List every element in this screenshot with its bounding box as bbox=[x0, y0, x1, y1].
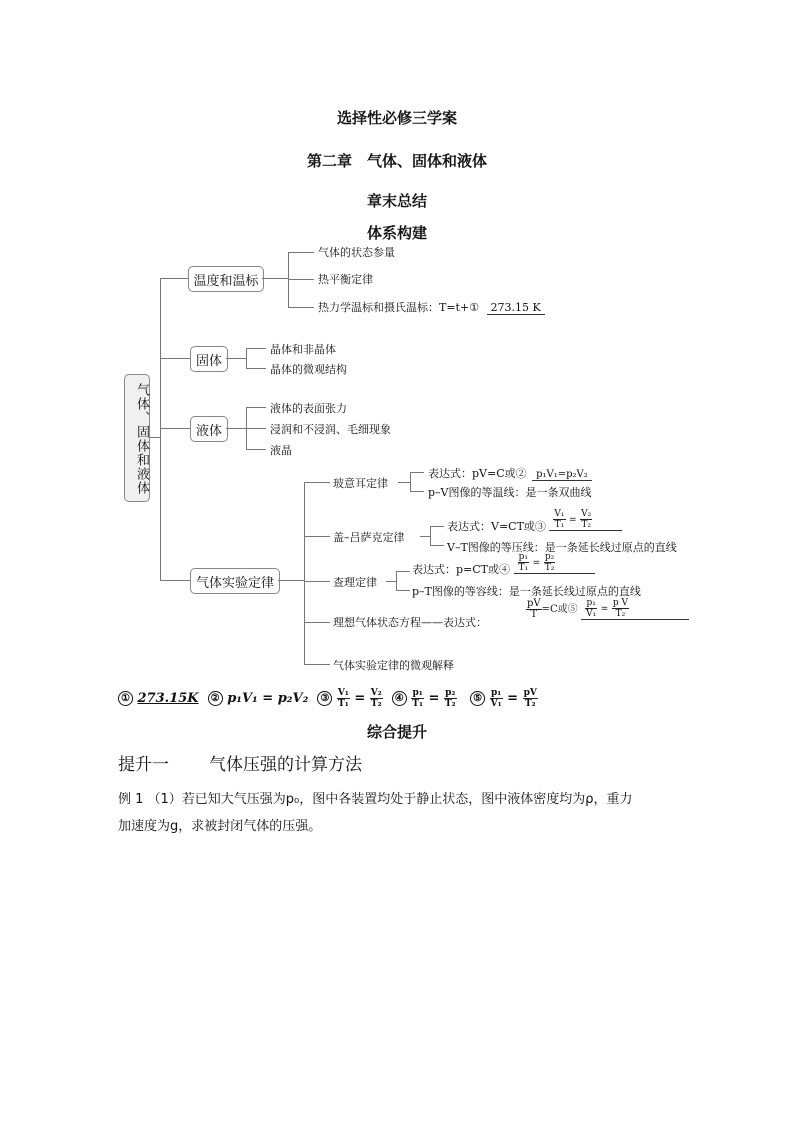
charles-expression: 表达式：p=CT或④ $\frac{\text{p₁}}{\text{T₁}}$ = $\frac{\text{p₂}}{\text{T₂}}$ bbox=[412, 552, 595, 574]
section-title: 章末总结 bbox=[366, 192, 427, 210]
answers-row: ① 273.15K ② p₁V₁ = p₂V₂ ③ $\frac{\text{V₁}}{\text{T₁}}$ = $\frac{\text{V₂}}{\text{T₂}}$ ④ $\frac{\text{p₁}}{\text{T₁}}$ = $\frac{\text{p₂}}{\text{T₂}}$ ⑤ $\frac{\text{p₁}}{\text{V₁}}$ = $\frac{pV}{\text{T₂}}$ bbox=[118, 688, 538, 709]
book-title: 选择性必修三学案 bbox=[336, 109, 457, 127]
answer-blank-3: $\frac{\text{V₁}}{\text{T₁}}$ = $\frac{\text{V₂}}{\text{T₂}}$ bbox=[549, 509, 622, 531]
answer-blank-1: 273.15 K bbox=[487, 301, 545, 315]
leaf-surface-tension: 液体的表面张力 bbox=[270, 402, 347, 415]
node-gas-laws: 气体实验定律 bbox=[190, 568, 280, 594]
leaf-liquid-crystal: 液晶 bbox=[270, 444, 292, 457]
answer-blank-5: $\frac{\text{p₁}}{\text{V₁}}$ = $\frac{\text{p V}}{\text{T₂}}$ bbox=[581, 598, 689, 620]
boyle-graph: p–V图像的等温线：是一条双曲线 bbox=[428, 486, 592, 499]
law-boyle: 玻意耳定律 bbox=[333, 477, 388, 490]
answer-1: 273.15K bbox=[137, 691, 199, 706]
answer-4: $\frac{\text{p₁}}{\text{T₁}}$ = $\frac{\text{p₂}}{\text{T₂}}$ bbox=[412, 688, 456, 709]
leaf-crystal: 晶体和非晶体 bbox=[270, 343, 336, 356]
topic-heading: 提升一 气体压强的计算方法 bbox=[118, 755, 362, 775]
answer-blank-2: p₁V₁=p₂V₂ bbox=[532, 469, 592, 481]
leaf-thermal-equilibrium: 热平衡定律 bbox=[318, 273, 373, 286]
node-liquid: 液体 bbox=[190, 416, 228, 442]
answer-3: $\frac{\text{V₁}}{\text{T₁}}$ = $\frac{\text{V₂}}{\text{T₂}}$ bbox=[337, 688, 382, 709]
example-line-1: 例 1 （1）若已知大气压强为p₀，图中各装置均处于静止状态，图中液体密度均为ρ，重力 bbox=[118, 792, 633, 807]
chapter-title: 第二章 气体、固体和液体 bbox=[306, 152, 487, 170]
charles-graph: p–T图像的等容线：是一条延长线过原点的直线 bbox=[412, 585, 641, 598]
gay-lussac-expression: 表达式：V=CT或③ $\frac{\text{V₁}}{\text{T₁}}$ = $\frac{\text{V₂}}{\text{T₂}}$ bbox=[447, 509, 622, 531]
node-solid: 固体 bbox=[190, 346, 228, 372]
node-temperature: 温度和温标 bbox=[188, 266, 264, 292]
leaf-temperature-scale: 热力学温标和摄氏温标：T=t+① 273.15 K bbox=[318, 299, 545, 315]
root-node: 气体、固体和液体 bbox=[124, 374, 150, 502]
boyle-expression: 表达式：pV=C或② p₁V₁=p₂V₂ bbox=[428, 465, 592, 481]
answer-2: p₁V₁ = p₂V₂ bbox=[227, 691, 309, 706]
example-line-2: 加速度为g，求被封闭气体的压强。 bbox=[118, 819, 322, 834]
law-gay-lussac: 盖–吕萨克定律 bbox=[333, 531, 405, 544]
leaf-state-params: 气体的状态参量 bbox=[318, 246, 395, 259]
leaf-wetting: 浸润和不浸润、毛细现象 bbox=[270, 423, 391, 436]
gay-lussac-graph: V–T图像的等压线：是一条延长线过原点的直线 bbox=[447, 541, 677, 554]
law-charles: 查理定律 bbox=[333, 576, 377, 589]
ideal-gas-expression: $\frac{pV}{T}$ =C或⑤ $\frac{\text{p₁}}{\text{V₁}}$ = $\frac{\text{p V}}{\text{T₂}}$ bbox=[526, 598, 689, 620]
leaf-crystal-structure: 晶体的微观结构 bbox=[270, 363, 347, 376]
law-ideal-gas: 理想气体状态方程——表达式： bbox=[333, 616, 487, 629]
answer-blank-4: $\frac{\text{p₁}}{\text{T₁}}$ = $\frac{\text{p₂}}{\text{T₂}}$ bbox=[514, 552, 596, 574]
law-micro-explanation: 气体实验定律的微观解释 bbox=[333, 659, 454, 672]
answer-5: $\frac{\text{p₁}}{\text{V₁}}$ = $\frac{pV}{\text{T₂}}$ bbox=[490, 688, 537, 709]
subsection-title: 体系构建 bbox=[366, 224, 427, 242]
section2-title: 综合提升 bbox=[366, 723, 427, 741]
